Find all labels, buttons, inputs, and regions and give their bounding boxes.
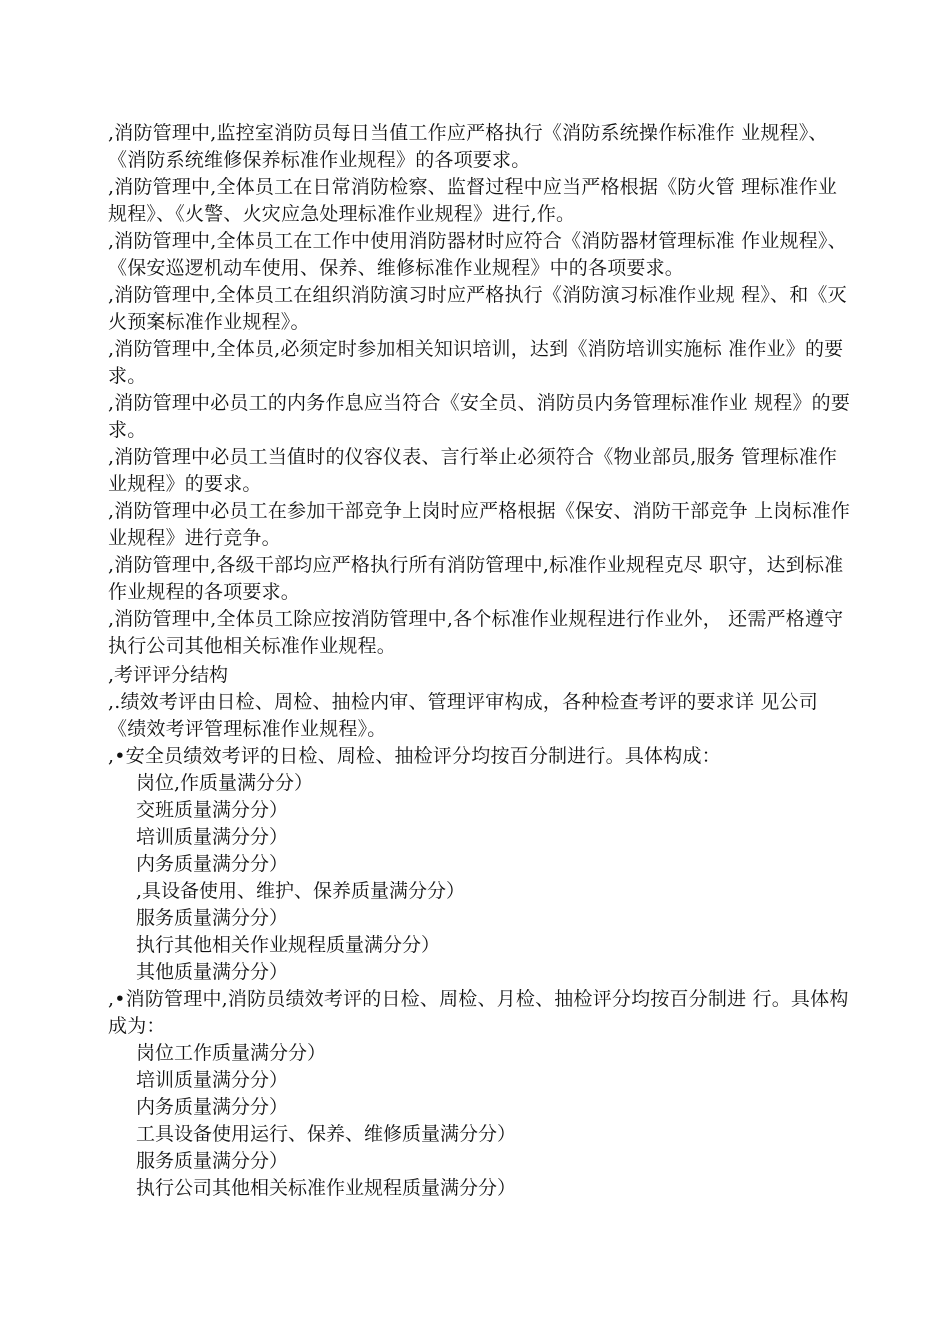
safety-item: 服务质量满分分） [136,907,289,929]
evaluation-intro: ,.绩效考评由日检、周检、抽检内审、管理评审构成，各种检查考评的要求详 见公司《绩效考评管理标准作业规程》。 [108,691,818,740]
paragraph-5: ,消防管理中,全体员,必须定时参加相关知识培训，达到《消防培训实施标 准作业》的要求。 [108,338,844,387]
safety-item: 交班质量满分分） [136,799,289,821]
safety-item: 内务质量满分分） [136,853,289,875]
safety-item: ,具设备使用、维护、保养质量满分分） [136,880,466,902]
safety-item: 执行其他相关作业规程质量满分分） [136,934,441,956]
paragraph-8: ,消防管理中必员工在参加干部竞争上岗时应严格根据《保安、消防干部竞争 上岗标准作业规程》进行竞争。 [108,500,851,549]
fire-item: 内务质量满分分） [136,1096,289,1118]
safety-item: 培训质量满分分） [136,826,289,848]
paragraph-7: ,消防管理中必员工当值时的仪容仪表、言行举止必须符合《物业部员,服务 管理标准作业规程》的要求。 [108,446,838,495]
fire-item: 岗位工作质量满分分） [136,1042,327,1064]
paragraph-9: ,消防管理中,各级干部均应严格执行所有消防管理中,标准作业规程克尽 职守，达到标准作业规程的各项要求。 [108,554,844,603]
paragraph-4: ,消防管理中,全体员工在组织消防演习时应严格执行《消防演习标准作业规 程》、和《灭火预案标准作业规程》。 [108,284,847,333]
paragraph-2: ,消防管理中,全体员工在日常消防检察、监督过程中应当严格根据《防火管 理标准作业规程》、《火警、火灾应急处理标准作业规程》进行,作。 [108,176,838,225]
safety-officer-intro: ,•安全员绩效考评的日检、周检、抽检评分均按百分制进行。具体构成： [108,745,721,767]
fire-officer-intro: ,•消防管理中,消防员绩效考评的日检、周检、月检、抽检评分均按百分制进 行。具体构成为： [108,988,849,1037]
paragraph-6: ,消防管理中必员工的内务作息应当符合《安全员、消防员内务管理标准作业 规程》的要求。 [108,392,851,441]
paragraph-10: ,消防管理中,全体员工除应按消防管理中,各个标准作业规程进行作业外， 还需严格遵守执行公司其他相关标准作业规程。 [108,608,844,657]
fire-item: 培训质量满分分） [136,1069,289,1091]
fire-item: 工具设备使用运行、保养、维修质量满分分） [136,1123,517,1145]
section-heading: ,考评评分结构 [108,664,229,686]
paragraph-3: ,消防管理中,全体员工在工作中使用消防器材时应符合《消防器材管理标准 作业规程》、《保安巡逻机动车使用、保养、维修标准作业规程》中的各项要求。 [108,230,847,279]
safety-item: 其他质量满分分） [136,961,289,983]
fire-item: 执行公司其他相关标准作业规程质量满分分） [136,1177,517,1199]
fire-item: 服务质量满分分） [136,1150,289,1172]
safety-item: 岗位,作质量满分分） [136,772,314,794]
paragraph-1: ,消防管理中,监控室消防员每日当值工作应严格执行《消防系统操作标准作 业规程》、《消防系统维修保养标准作业规程》的各项要求。 [108,122,828,171]
